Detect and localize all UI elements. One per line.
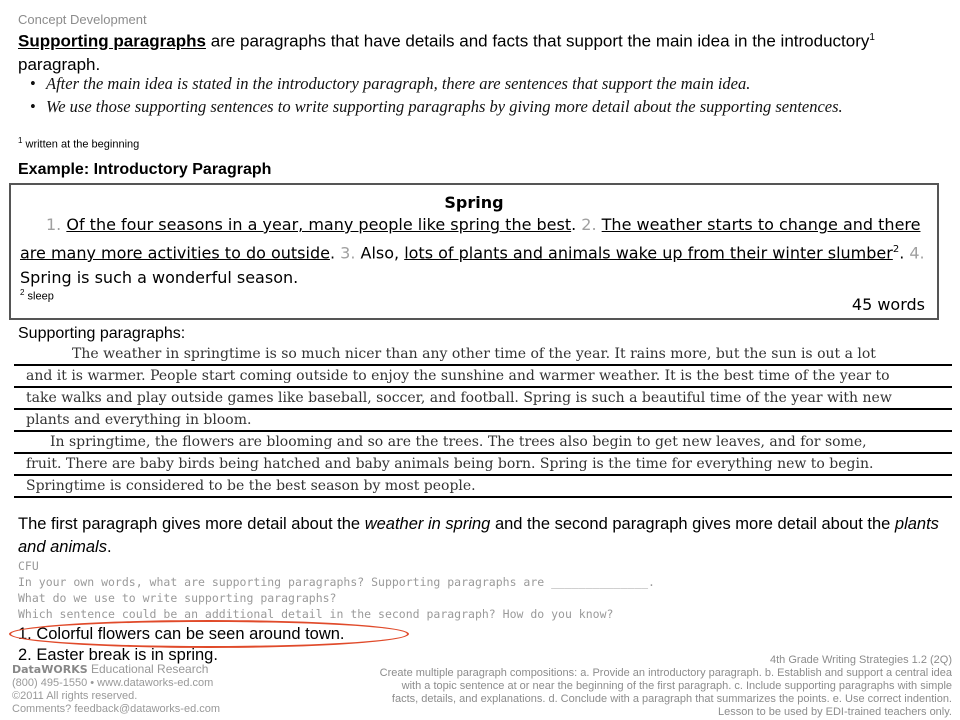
supporting-line: and it is warmer. People start coming outside to enjoy the sunshine and warmer weather. It is the best time of the year to <box>14 366 952 388</box>
sentence-4: Spring is such a wonderful season. <box>20 268 299 288</box>
lesson-code: 4th Grade Writing Strategies 1.2 (2Q) <box>770 654 952 666</box>
footnote-2: $^2$ sleep <box>20 288 54 303</box>
bullet-list <box>30 72 930 118</box>
cfu-question-1: In your own words, what are supporting paragraphs? Supporting paragraphs are ______________. <box>18 575 655 589</box>
supporting-line: Springtime is considered to be the best season by most people. <box>14 476 952 498</box>
footnote-1: $^1$ written at the beginning <box>18 136 140 151</box>
word-count: 45 words <box>851 295 925 314</box>
sentence-1: Of the four seasons in a year, many people like spring the best <box>66 215 572 234</box>
supporting-line: take walks and play outside games like baseball, soccer, and football. Spring is such a beautiful time of the year with new <box>14 388 952 410</box>
highlight-ellipse <box>9 620 409 648</box>
example-title: Spring <box>444 193 504 212</box>
cfu-question-2: What do we use to write supporting paragraphs? <box>18 591 337 605</box>
definition-text-end: paragraph. <box>18 54 101 74</box>
supporting-line: In springtime, the flowers are blooming and so are the trees. The trees also begin to get new leaves, and for some, <box>14 432 952 454</box>
bullet-item: • We use those supporting sentences to write supporting paragraphs by giving more detail about the supporting sentences. <box>30 95 930 118</box>
example-heading: Example: Introductory Paragraph <box>18 161 272 178</box>
sentence-2: The weather starts to change and there are many more activities to do outside <box>20 215 921 263</box>
footer-copyright: ©2011 All rights reserved. <box>12 690 138 702</box>
supporting-line: The weather in springtime is so much nicer than any other time of the year. It rains more, but the sun is out a lot <box>14 344 952 366</box>
sentence-3: lots of plants and animals wake up from their winter slumber <box>404 243 893 263</box>
cfu-question-3: Which sentence could be an additional detail in the second paragraph? How do you know? <box>18 607 614 621</box>
footer-standards: 4th Grade Writing Strategies 1.2 (2Q) Create multiple paragraph compositions: a. Provide an introductory paragraph. b. Establish and support a central idea with a topic sentence at or near the beginning of the first paragraph. c. Include supporting paragraphs with simple facts, details, and explanations. d. Conclude with a paragraph that summarizes the points. e. Use correct indention. Lesson to be used by EDI-trained teachers only. <box>302 654 952 719</box>
bullet-item: • After the main idea is stated in the introductory paragraph, there are sentences that support the main idea. <box>30 72 930 95</box>
cfu-label: CFU <box>18 559 39 573</box>
footer-phone: (800) 495-1550 • www.dataworks-ed.com <box>12 677 214 689</box>
cfu-block <box>18 558 655 622</box>
footer-comments: Comments? feedback@dataworks-ed.com <box>12 703 221 715</box>
definition-paragraph <box>18 26 948 76</box>
example-box <box>9 183 939 320</box>
usage-note: Lesson to be used by EDI-trained teachers only. <box>718 706 952 718</box>
term-supporting-paragraphs: Supporting paragraphs <box>18 31 206 51</box>
section-title: Concept Development <box>18 12 147 27</box>
definition-text: are paragraphs that have details and facts that support the main idea in the introductory <box>205 31 870 51</box>
supporting-label: Supporting paragraphs: <box>18 325 186 342</box>
brand-logo: DataWORKS <box>12 663 88 676</box>
summary-paragraph: The first paragraph gives more detail about the weather in spring and the second paragraph gives more detail about the plants and animals. <box>18 515 939 556</box>
footnote-ref-1: 1 <box>869 32 875 43</box>
supporting-line: plants and everything in bloom. <box>14 410 952 432</box>
supporting-line: fruit. There are baby birds being hatched and baby animals being born. Spring is the time for everything new to begin. <box>14 454 952 476</box>
answer-1: 1. Colorful flowers can be seen around town. <box>18 625 345 643</box>
example-paragraph: 1. Of the four seasons in a year, many people like spring the best. 2. The weather starts to change and there are many more activities to do outside. 3. Also, lots of plants and animals wake up from their winter slumber$^2$. 4. Spring is such a wonderful season. <box>20 215 925 288</box>
answer-2: 2. Easter break is in spring. <box>18 646 218 664</box>
footer-branding: DataWORKS Educational Research (800) 495-1550 • www.dataworks-ed.com ©2011 All rights reserved. Comments? feedback@dataworks-ed.com <box>12 662 221 715</box>
